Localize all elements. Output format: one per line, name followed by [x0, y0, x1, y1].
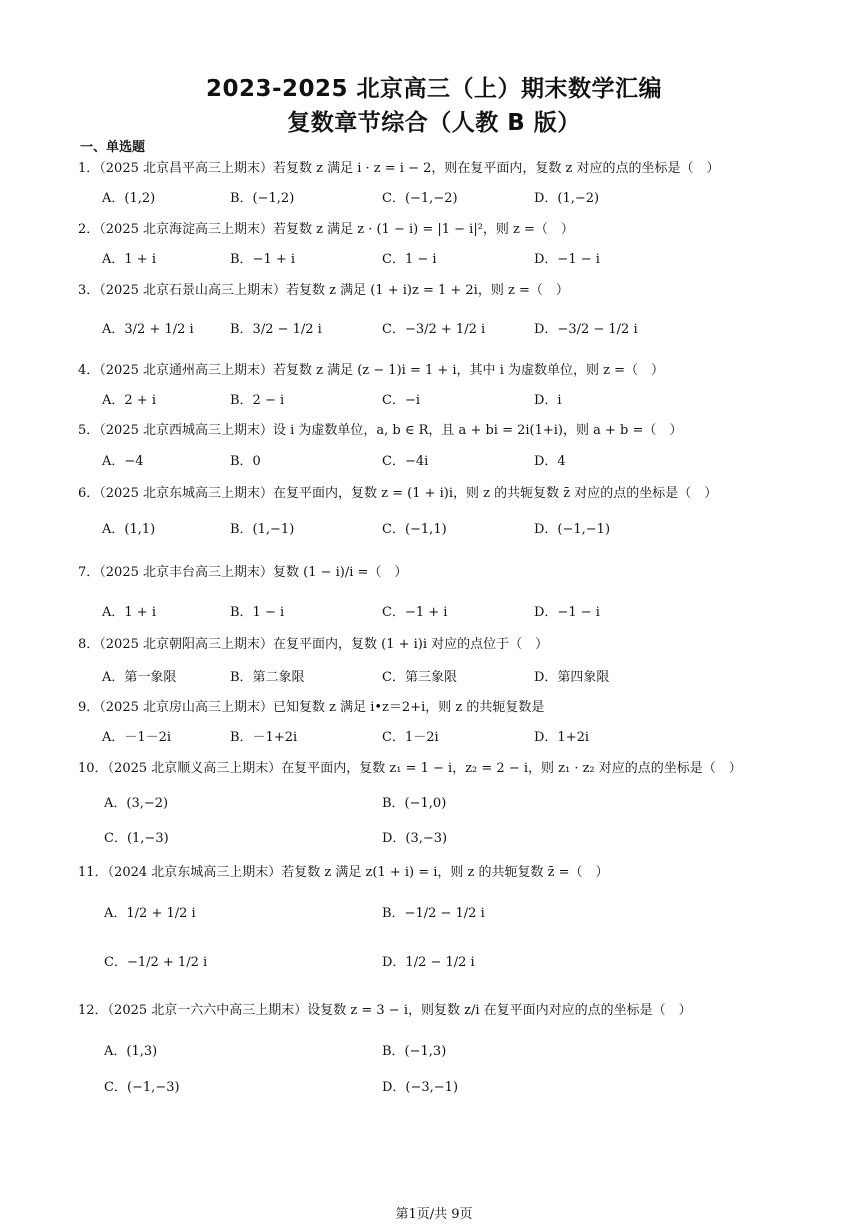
- question-2-option-a: A．1 + i: [102, 252, 156, 267]
- question-4-option-c: C．−i: [382, 393, 420, 408]
- question-4-stem: 4．（2025 北京通州高三上期末）若复数 z 满足 (z − 1)i = 1 + i，其中 i 为虚数单位，则 z =（ ）: [78, 363, 664, 378]
- question-10-option-d: D．(3,−3): [382, 831, 448, 846]
- question-7-stem: 7．（2025 北京丰台高三上期末）复数 (1 − i)/i =（ ）: [78, 565, 408, 580]
- question-2-option-d: D．−1 − i: [534, 252, 600, 267]
- question-5-stem: 5．（2025 北京西城高三上期末）设 i 为虚数单位，a, b ∈ R，且 a + bi = 2i(1+i)，则 a + b =（ ）: [78, 423, 683, 438]
- question-8-option-a: A．第一象限: [102, 670, 177, 685]
- question-12-stem: 12．（2025 北京一六六中高三上期末）设复数 z = 3 − i，则复数 z/i 在复平面内对应的点的坐标是（ ）: [78, 1003, 692, 1018]
- question-5-option-d: D．4: [534, 454, 566, 469]
- question-1-option-a: A．(1,2): [102, 191, 156, 206]
- question-3-option-d: D．−3/2 − 1/2 i: [534, 322, 638, 337]
- question-3-option-b: B．3/2 − 1/2 i: [230, 322, 322, 337]
- question-6-option-a: A．(1,1): [102, 522, 156, 537]
- question-5-option-b: B．0: [230, 454, 261, 469]
- question-12-option-a: A．(1,3): [104, 1044, 158, 1059]
- question-8-option-c: C．第三象限: [382, 670, 457, 685]
- question-8-option-b: B．第二象限: [230, 670, 305, 685]
- question-3-option-a: A．3/2 + 1/2 i: [102, 322, 194, 337]
- question-2-stem: 2．（2025 北京海淀高三上期末）若复数 z 满足 z · (1 − i) = |1 − i|²，则 z =（ ）: [78, 222, 574, 237]
- question-10-option-b: B．(−1,0): [382, 796, 447, 811]
- question-5-option-c: C．−4i: [382, 454, 429, 469]
- question-3-stem: 3．（2025 北京石景山高三上期末）若复数 z 满足 (1 + i)z = 1 + 2i，则 z =（ ）: [78, 283, 569, 298]
- question-6-option-d: D．(−1,−1): [534, 522, 611, 537]
- section-heading: 一、单选题: [80, 140, 146, 155]
- question-11-option-c: C．−1/2 + 1/2 i: [104, 955, 208, 970]
- question-1-option-b: B．(−1,2): [230, 191, 295, 206]
- question-10-option-a: A．(3,−2): [104, 796, 169, 811]
- document-title-line2: 复数章节综合（人教 B 版）: [287, 110, 581, 136]
- question-12-option-d: D．(−3,−1): [382, 1080, 459, 1095]
- question-9-option-c: C．1－2i: [382, 730, 439, 745]
- question-3-option-c: C．−3/2 + 1/2 i: [382, 322, 486, 337]
- question-4-option-d: D．i: [534, 393, 562, 408]
- question-7-option-a: A．1 + i: [102, 605, 156, 620]
- question-4-option-a: A．2 + i: [102, 393, 156, 408]
- question-7-option-c: C．−1 + i: [382, 605, 448, 620]
- question-6-stem: 6．（2025 北京东城高三上期末）在复平面内，复数 z = (1 + i)i，则 z 的共轭复数 z̄ 对应的点的坐标是（ ）: [78, 486, 718, 501]
- question-11-stem: 11．（2024 北京东城高三上期末）若复数 z 满足 z(1 + i) = i，则 z 的共轭复数 z̄ =（ ）: [78, 865, 609, 880]
- question-11-option-d: D．1/2 − 1/2 i: [382, 955, 475, 970]
- question-6-option-c: C．(−1,1): [382, 522, 447, 537]
- question-11-option-a: A．1/2 + 1/2 i: [104, 906, 196, 921]
- question-7-option-d: D．−1 − i: [534, 605, 600, 620]
- document-title-line1: 2023-2025 北京高三（上）期末数学汇编: [205, 76, 663, 102]
- question-10-stem: 10．（2025 北京顺义高三上期末）在复平面内，复数 z₁ = 1 − i，z₂ = 2 − i，则 z₁ · z₂ 对应的点的坐标是（ ）: [78, 761, 742, 776]
- question-2-option-b: B．−1 + i: [230, 252, 296, 267]
- page-footer: 第1页/共 9页: [395, 1207, 473, 1222]
- question-9-stem: 9．（2025 北京房山高三上期末）已知复数 z 满足 i•z＝2+i，则 z 的共轭复数是: [78, 700, 545, 715]
- question-2-option-c: C．1 − i: [382, 252, 437, 267]
- question-1-stem: 1．（2025 北京昌平高三上期末）若复数 z 满足 i · z = i − 2，则在复平面内，复数 z 对应的点的坐标是（ ）: [78, 161, 720, 176]
- question-1-option-d: D．(1,−2): [534, 191, 600, 206]
- question-9-option-b: B．－1+2i: [230, 730, 298, 745]
- question-12-option-b: B．(−1,3): [382, 1044, 447, 1059]
- question-10-option-c: C．(1,−3): [104, 831, 169, 846]
- question-11-option-b: B．−1/2 − 1/2 i: [382, 906, 485, 921]
- question-8-option-d: D．第四象限: [534, 670, 610, 685]
- question-5-option-a: A．−4: [102, 454, 144, 469]
- question-9-option-d: D．1+2i: [534, 730, 590, 745]
- question-9-option-a: A．－1－2i: [102, 730, 172, 745]
- question-1-option-c: C．(−1,−2): [382, 191, 458, 206]
- question-7-option-b: B．1 − i: [230, 605, 285, 620]
- question-8-stem: 8．（2025 北京朝阳高三上期末）在复平面内，复数 (1 + i)i 对应的点位于（ ）: [78, 637, 549, 652]
- question-4-option-b: B．2 − i: [230, 393, 285, 408]
- question-12-option-c: C．(−1,−3): [104, 1080, 180, 1095]
- question-6-option-b: B．(1,−1): [230, 522, 295, 537]
